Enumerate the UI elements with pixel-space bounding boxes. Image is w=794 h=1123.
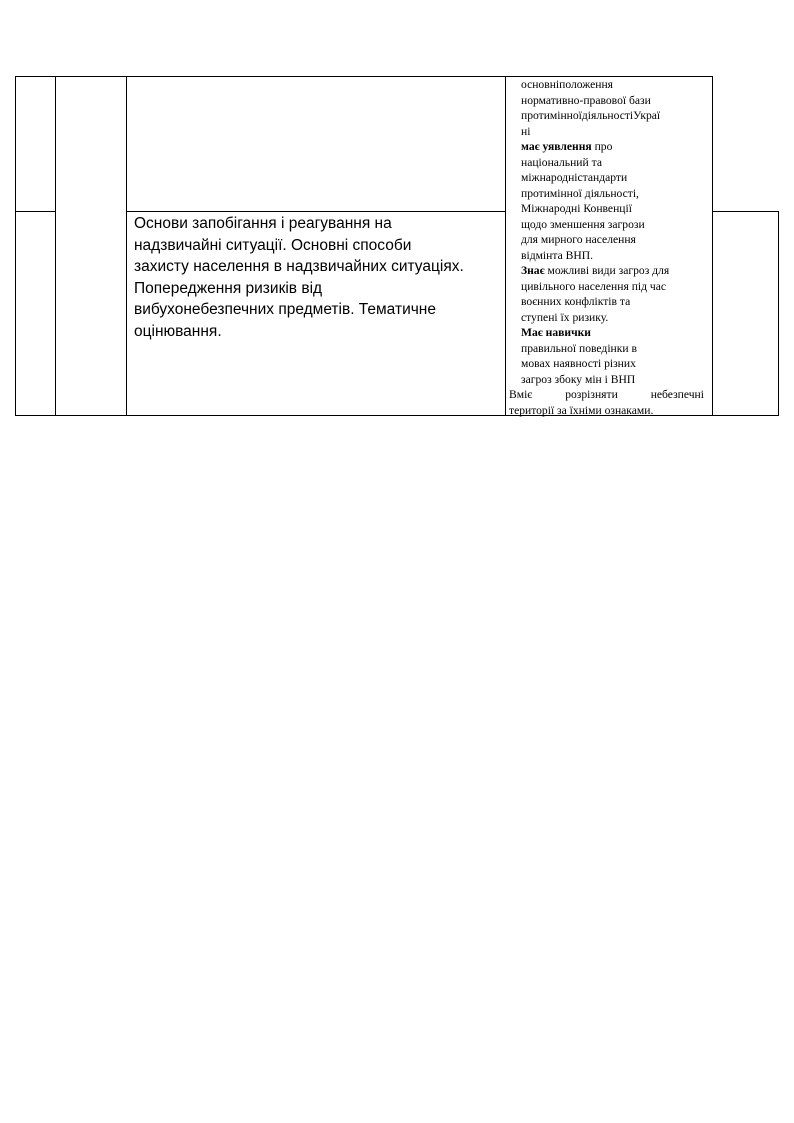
expected-results-cell [511, 77, 708, 418]
results-lead-bold: має уявлення [521, 140, 592, 153]
col-border-6 [778, 211, 779, 416]
results-lead-rest: можливі види загроз для [544, 264, 670, 277]
results-line: протимінноїдіяльностіУкраї [521, 109, 661, 122]
results-line [511, 263, 708, 279]
topic-line: оцінювання. [134, 322, 222, 340]
topic-line: Попередження ризиків від [134, 279, 323, 297]
topic-line: Основи запобігання і реагування на [134, 215, 392, 232]
col-border-2 [55, 76, 56, 416]
col-border-3 [126, 76, 127, 416]
results-line: національний та [521, 155, 602, 169]
topic-line: надзвичайні ситуації. Основні способи [134, 236, 412, 254]
results-line: для мирного населення [521, 233, 636, 246]
results-line: нормативно-правової бази [521, 93, 651, 107]
results-lead-rest: про [591, 140, 613, 153]
results-line: ні [521, 124, 531, 138]
results-line: мовах наявності різних [521, 357, 636, 370]
results-line: території за їхніми ознаками. [509, 403, 654, 417]
results-line: основніположення [521, 78, 614, 91]
lesson-topic-cell [134, 213, 506, 342]
results-line: Міжнародні Конвенції [521, 202, 632, 215]
row-divider-left [15, 211, 56, 212]
topic-line: вибухонебезпечних предметів. Тематичне [134, 301, 436, 318]
col-border-1 [15, 76, 16, 416]
results-line: воєнних конфліктів та [521, 295, 631, 308]
row2-top-border-right [712, 211, 779, 212]
results-line: міжнароднiстандарти [521, 171, 628, 184]
results-line: щодо зменшення загрози [521, 217, 645, 231]
results-line: правильної поведінки в [521, 341, 637, 355]
results-line [511, 325, 708, 341]
results-line [511, 139, 708, 155]
results-line: Вміє розрізняти небезпечні [509, 388, 704, 401]
results-line: відмінта ВНП. [521, 248, 593, 262]
col-border-5 [712, 76, 713, 416]
row-divider-topic [126, 211, 506, 212]
results-line: загроз збоку мін і ВНП [521, 372, 636, 386]
results-line: ступені їх ризику. [521, 310, 609, 324]
topic-line: захисту населення в надзвичайних ситуаціях. [134, 258, 464, 275]
results-line: протимінної діяльності, [521, 186, 639, 200]
results-lead-bold: Знає [521, 264, 545, 277]
results-lead-bold: Має навички [521, 326, 591, 339]
results-line: цивільного населення під час [521, 279, 667, 293]
